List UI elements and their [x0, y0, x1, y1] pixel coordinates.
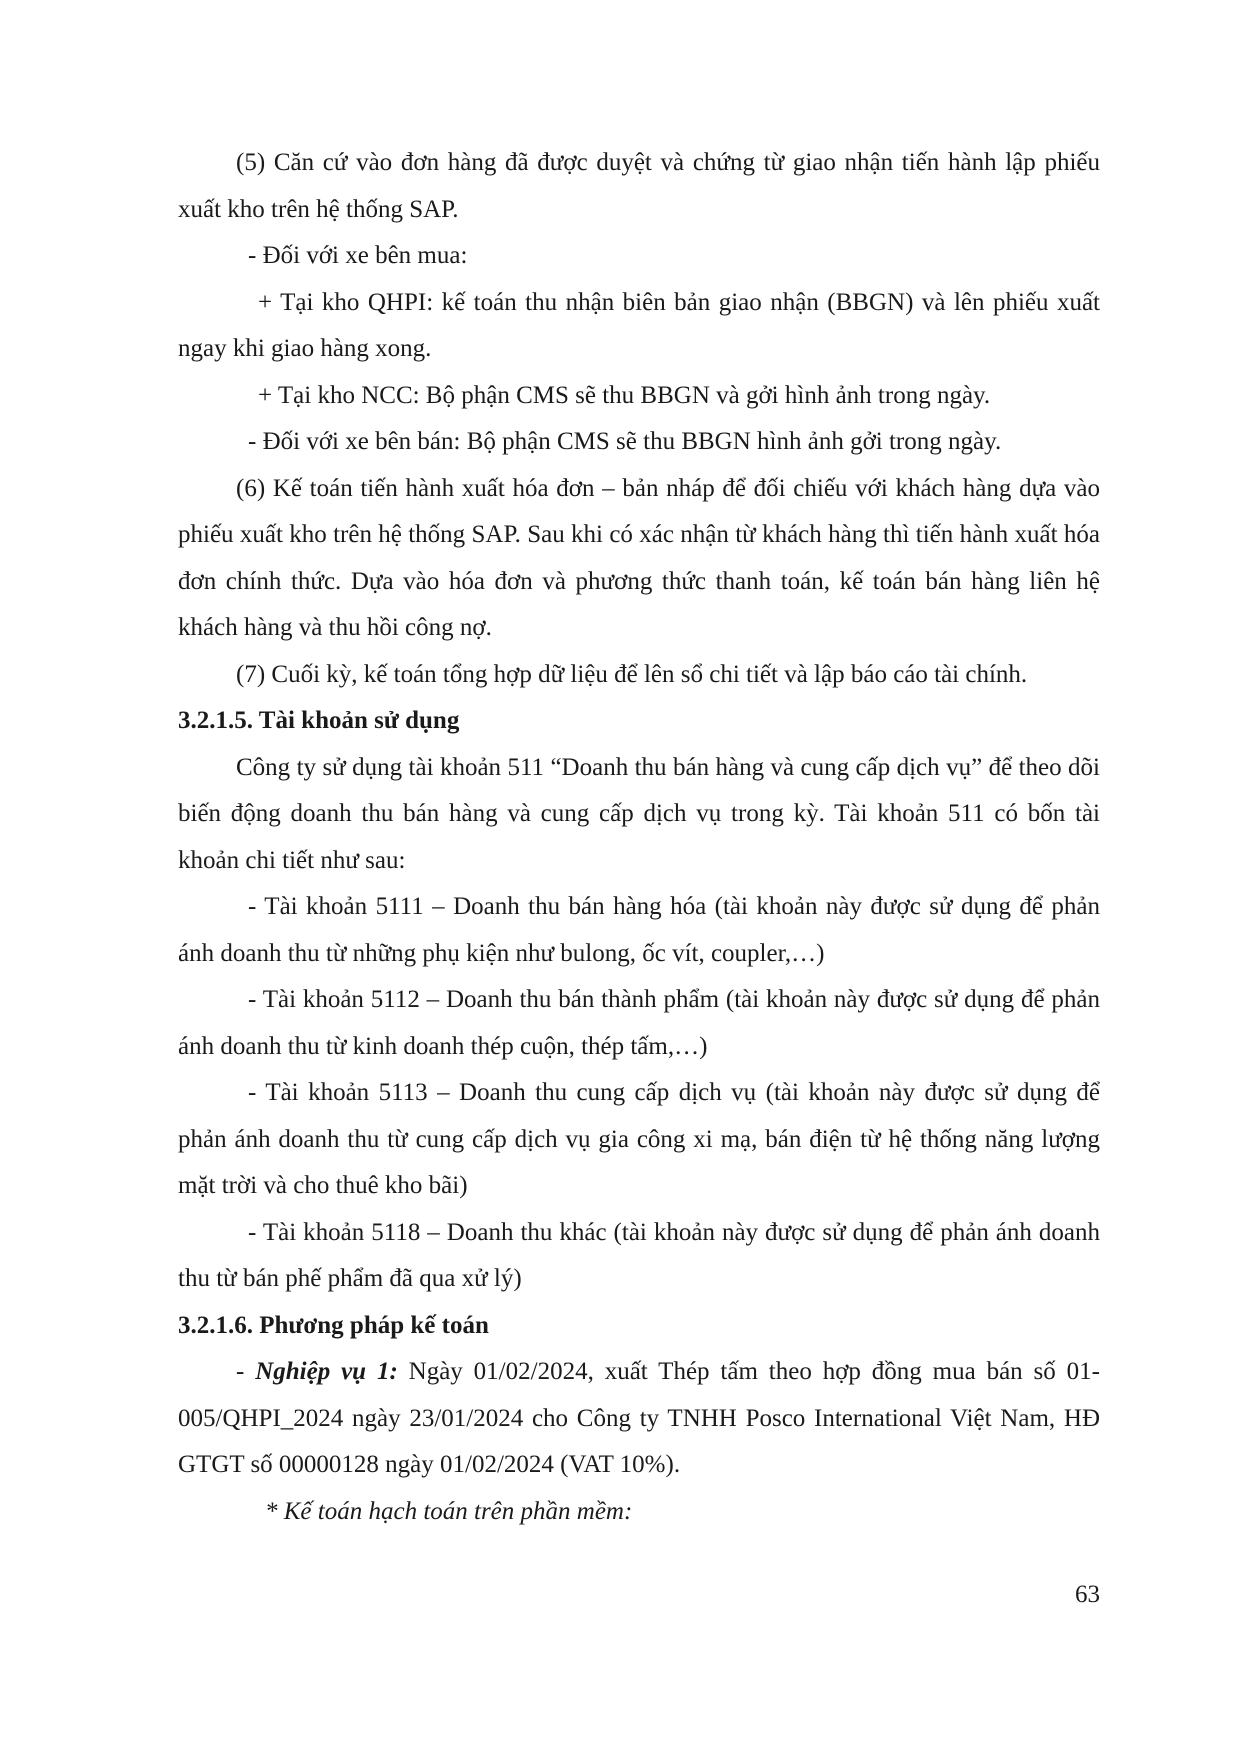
account-item: - Tài khoản 5111 – Doanh thu bán hàng hóa (tài khoản này được sử dụng để phản ánh doanh thu từ những phụ kiện như bulong, ốc vít, coupler,…) [178, 893, 1100, 967]
section-heading-3216: 3.2.1.6. Phương pháp kế toán [178, 1311, 489, 1339]
account-item: - Tài khoản 5118 – Doanh thu khác (tài khoản này được sử dụng để phản ánh doanh thu từ bán phế phẩm đã qua xử lý) [178, 1218, 1100, 1292]
transaction-prefix: - [236, 1358, 256, 1385]
software-entry-note: * Kế toán hạch toán trên phần mềm: [265, 1497, 633, 1525]
paragraph-step-6: (6) Kế toán tiến hành xuất hóa đơn – bản nháp để đối chiếu với khách hàng dựa vào phiếu xuất kho trên hệ thống SAP. Sau khi có xác nhận từ khách hàng thì tiến hành xuất hóa đơn chính thức. Dựa vào hóa đơn và phương thức thanh toán, kế toán bán hàng liên hệ khách hàng và thu hồi công nợ. [178, 474, 1100, 641]
section-heading-3215: 3.2.1.5. Tài khoản sử dụng [178, 707, 460, 734]
account-item: - Tài khoản 5113 – Doanh thu cung cấp dịch vụ (tài khoản này được sử dụng để phản ánh doanh thu từ cung cấp dịch vụ gia công xi mạ, bán điện từ hệ thống năng lượng mặt trời và cho thuê kho bãi) [178, 1079, 1100, 1199]
body-text [178, 140, 1100, 1535]
paragraph-step-7: (7) Cuối kỳ, kế toán tổng hợp dữ liệu để lên sổ chi tiết và lập báo cáo tài chính. [236, 660, 1028, 688]
paragraph-buyer-vehicle: - Đối với xe bên mua: [248, 242, 468, 269]
transaction-label: Nghiệp vụ 1: [255, 1358, 398, 1385]
paragraph-ncc-warehouse: + Tại kho NCC: Bộ phận CMS sẽ thu BBGN và gởi hình ảnh trong ngày. [258, 381, 991, 409]
paragraph-qhpi-warehouse: + Tại kho QHPI: kế toán thu nhận biên bản giao nhận (BBGN) và lên phiếu xuất ngay khi giao hàng xong. [178, 288, 1100, 362]
account-511-intro: Công ty sử dụng tài khoản 511 “Doanh thu bán hàng và cung cấp dịch vụ” để theo dõi biến động doanh thu bán hàng và cung cấp dịch vụ trong kỳ. Tài khoản 511 có bốn tài khoản chi tiết như sau: [178, 753, 1100, 874]
account-item: - Tài khoản 5112 – Doanh thu bán thành phẩm (tài khoản này được sử dụng để phản ánh doanh thu từ kinh doanh thép cuộn, thép tấm,…) [178, 986, 1100, 1060]
transaction-text: Ngày 01/02/2024, xuất Thép tấm theo hợp đồng mua bán số 01-005/QHPI_2024 ngày 23/01/2024 cho Công ty TNHH Posco International Việt Nam, HĐ GTGT số 00000128 ngày 01/02/2024 (VAT 10%). [178, 1358, 1100, 1478]
paragraph-step-5: (5) Căn cứ vào đơn hàng đã được duyệt và chứng từ giao nhận tiến hành lập phiếu xuất kho trên hệ thống SAP. [178, 149, 1100, 223]
page-number: 63 [1075, 1581, 1100, 1608]
transaction-1-paragraph [178, 1349, 1100, 1489]
paragraph-seller-vehicle: - Đối với xe bên bán: Bộ phận CMS sẽ thu BBGN hình ảnh gởi trong ngày. [248, 428, 1002, 455]
